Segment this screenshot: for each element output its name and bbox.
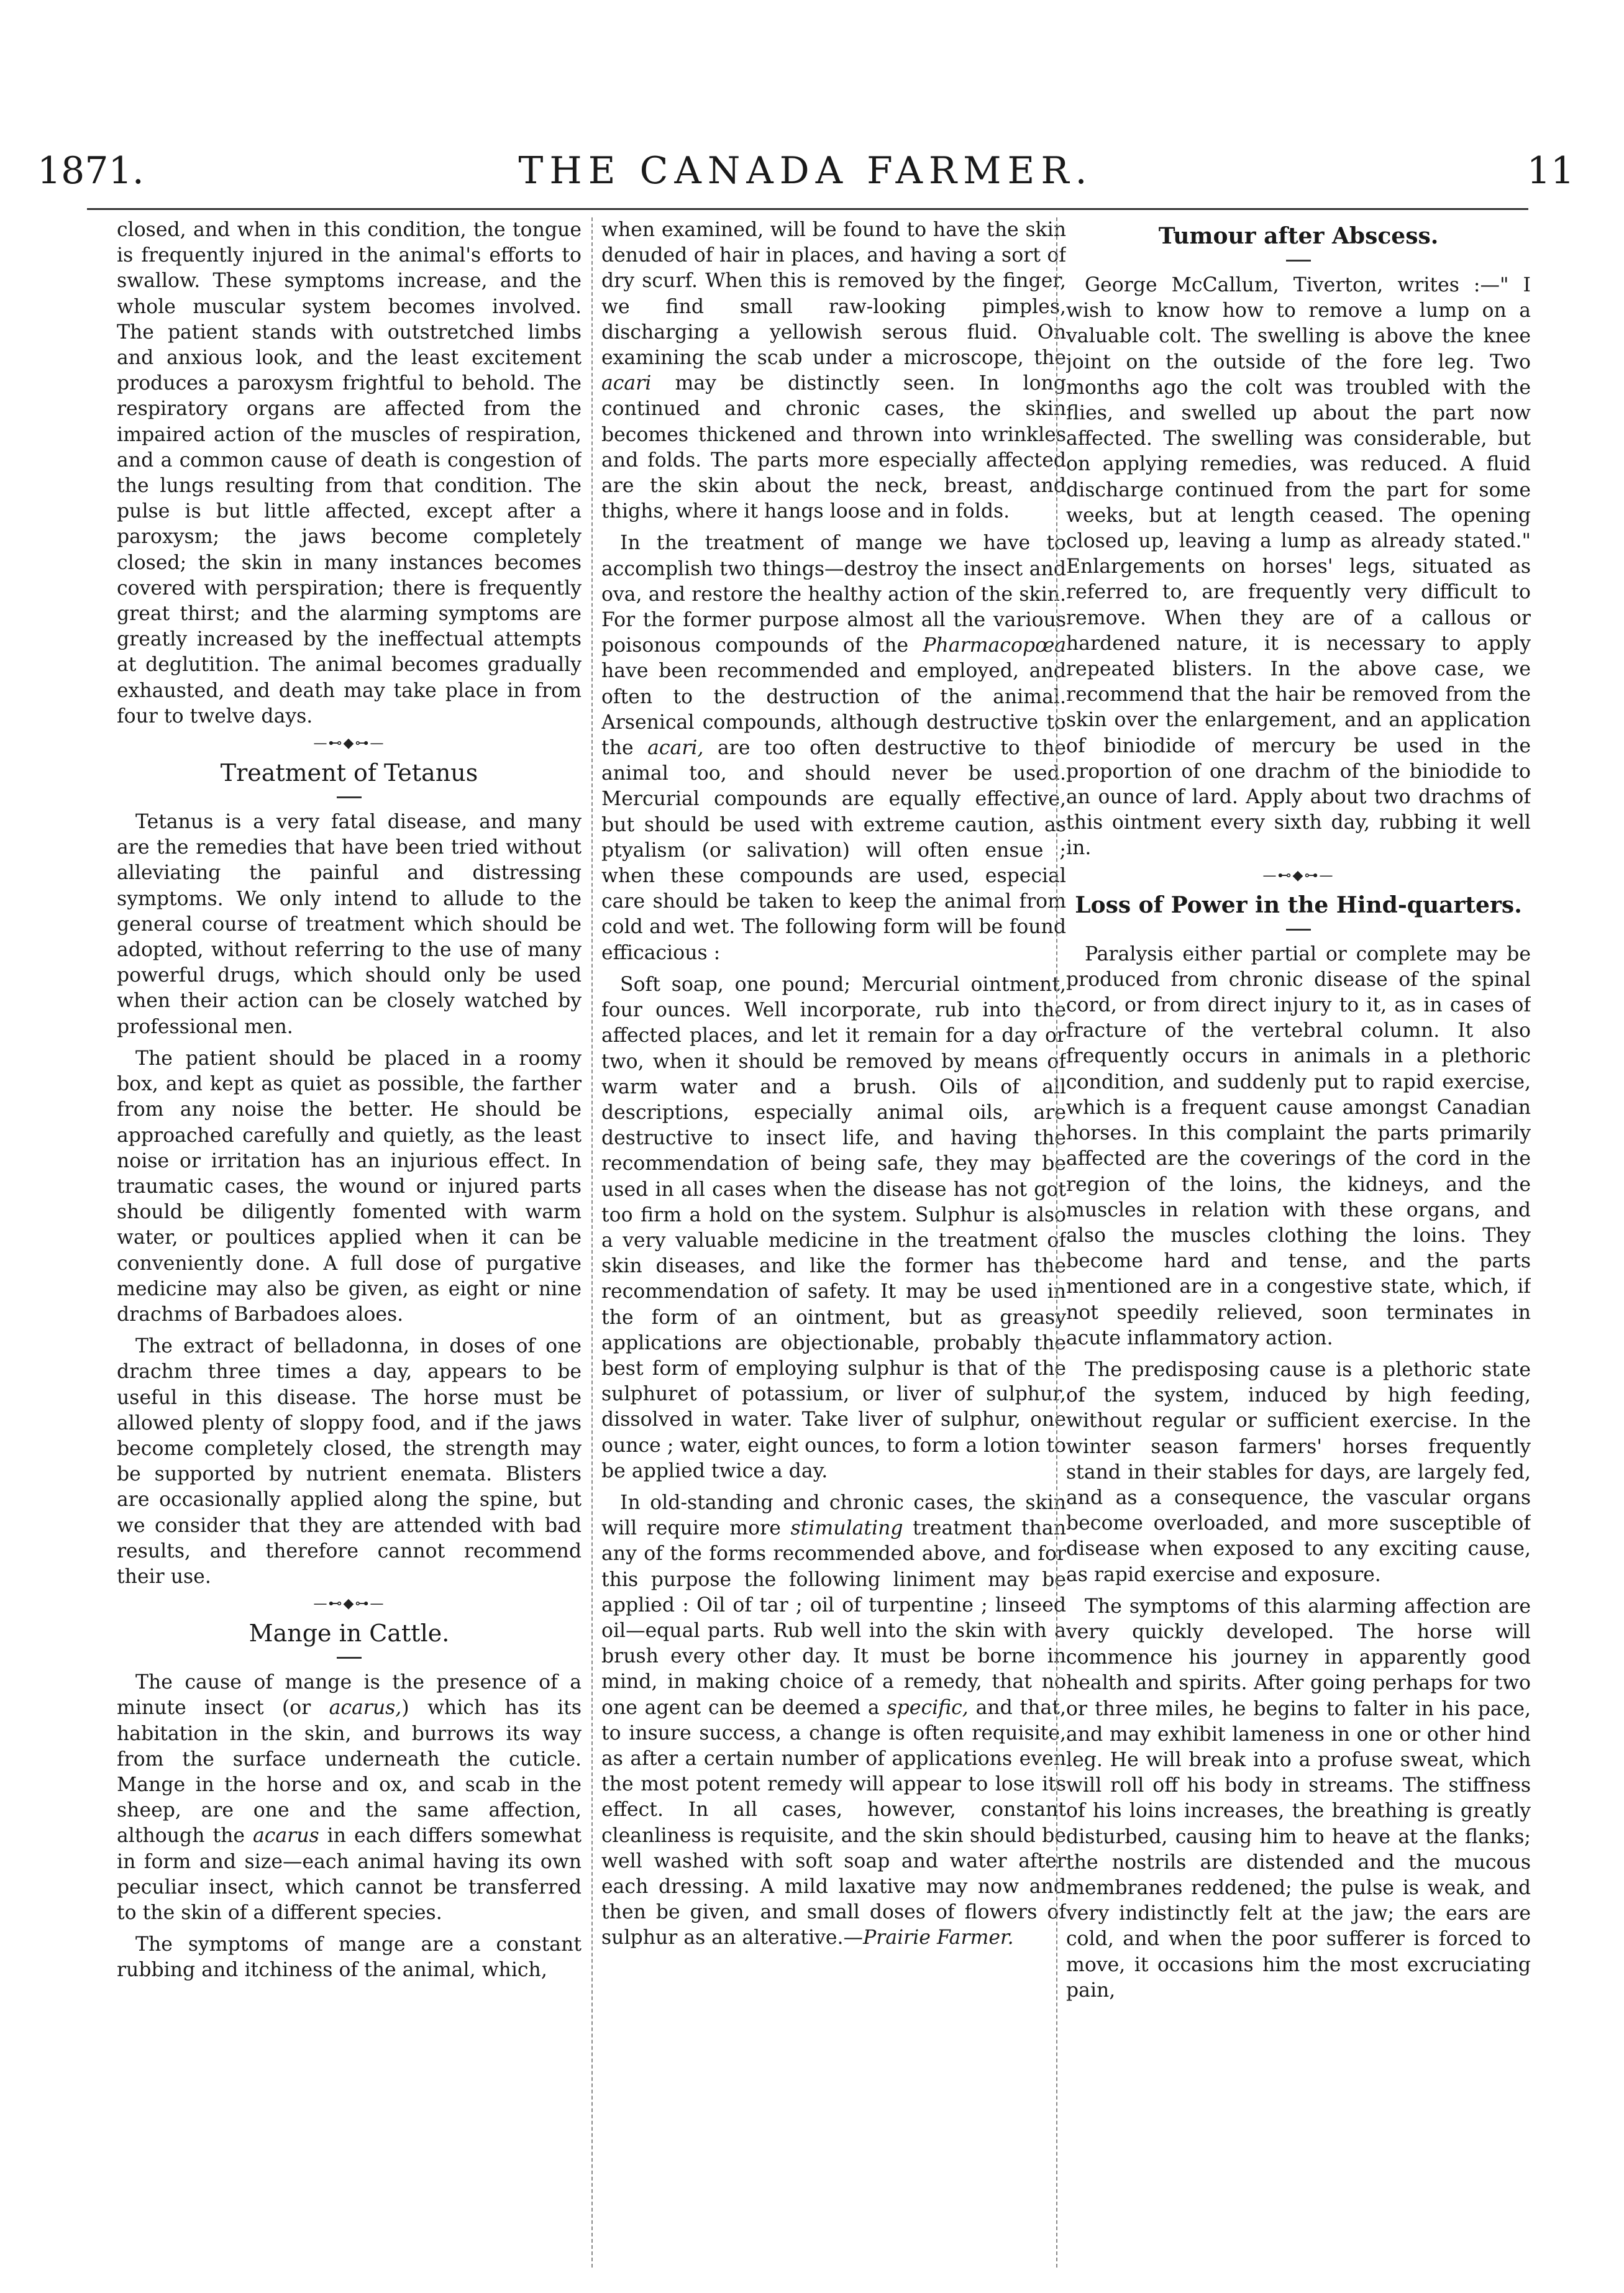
power-paragraph-2: The predisposing cause is a plethoric state of the system, induced by high feeding, without regular or sufficient exercise. In the winter season farmers' horses frequently stand in their stables for days, are largely fed, and as a consequence, the vascular organs become overloaded, and more susceptible of disease when exposed to any exciting cause, as rapid exercise and exposure.	[1066, 1358, 1531, 1586]
tetanus-paragraph-3: The extract of belladonna, in doses of one drachm three times a day, appears to be useful in this disease. The horse must be allowed plenty of sloppy food, and if the jaws become completely closed, the strength may be supported by nutrient enemata. Blisters are occasionally applied along the spine, but we consider that they are attended with bad results, and therefore cannot recommend their use.	[117, 1335, 582, 1588]
heading-rule	[1286, 260, 1311, 262]
header-year: 1871.	[37, 149, 144, 193]
column-1	[117, 217, 582, 2286]
heading-tumour: Tumour after Abscess.	[1158, 223, 1439, 249]
mange-continuation: when examined, will be found to have the skin denuded of hair in places, and having a sort of dry scurf. When this is removed by the finger, we find small raw-looking pimples, discharging a yellowish serous fluid. On examining the scab under a microscope, the acari may be distinctly seen. In long continued and chronic cases, the skin becomes thickened and thrown into wrinkles and folds. The parts more especially affected are the skin about the neck, breast, and thighs, where it hangs loose and in folds.	[601, 219, 1066, 523]
masthead-rule	[87, 208, 1528, 210]
section-ornament: —⊷◆⊶—	[1262, 867, 1334, 883]
power-paragraph-1: Paralysis either partial or complete may be produced from chronic disease of the spinal cord, or from direct injury to it, as in cases of fracture of the vertebral column. It also frequently occurs in animals in a plethoric condition, and suddenly put to rapid exercise, which is a frequent cause amongst Canadian horses. In this complaint the parts primarily affected are the coverings of the cord in the region of the loins, the kidneys, and the muscles in relation with these organs, and also the muscles clothing the loins. They become hard and tense, and the parts mentioned are in a congestive state, which, if not speedily relieved, soon terminates in acute inflammatory action.	[1066, 942, 1531, 1349]
column-divider-2	[1056, 217, 1057, 2268]
mange-paragraph-2: The symptoms of mange are a constant rubbing and itchiness of the animal, which,	[117, 1933, 582, 1982]
tetanus-paragraph-2: The patient should be placed in a roomy box, and kept as quiet as possible, the farther from any noise the better. He should be approached carefully and quietly, as the least noise or irritation has an injurious effect. In traumatic cases, the wound or injured parts should be diligently fomented with warm water, or poultices applied when it can be conveniently done. A full dose of purgative medicine may also be given, as eight or nine drachms of Barbadoes aloes.	[117, 1047, 582, 1326]
article-continuation: closed, and when in this condition, the tongue is frequently injured in the animal's efforts to swallow. These symptoms increase, and the whole muscular system becomes involved. The patient stands with outstretched limbs and anxious look, and the least excitement produces a paroxysm frightful to behold. The respiratory organs are affected from the impaired action of the muscles of respiration, and a common cause of death is congestion of the lungs resulting from that condition. The pulse is but little affected, except after a paroxysm; the jaws become completely closed; the skin in many instances becomes covered with perspiration; there is frequently great thirst; and the alarming symptoms are greatly increased by the ineffectual attempts at deglutition. The animal becomes gradually exhausted, and death may take place in from four to twelve days.	[117, 219, 582, 727]
heading-rule	[337, 1657, 362, 1659]
heading-tetanus: Treatment of Tetanus	[220, 759, 478, 787]
mange-treatment-paragraph: In the treatment of mange we have to accomplish two things—destroy the insect and ova, and restore the healthy action of the skin. For the former purpose almost all the various poisonous compounds of the Pharmacopœa have been recommended and employed, and often to the destruction of the animal. Arsenical compounds, although destructive to the acari, are too often destructive to the animal too, and should never be used. Mercurial compounds are equally effective, but should be used with extreme caution, as ptyalism (or salivation) will often ensue ; when these compounds are used, especial care should be taken to keep the animal from cold and wet. The following form will be found efficacious :	[601, 532, 1066, 964]
heading-loss-of-power: Loss of Power in the Hind-quarters.	[1075, 891, 1522, 918]
tumour-paragraph: George McCallum, Tiverton, writes :—" I wish to know how to remove a lump on a valuable colt. The swelling is above the knee joint on the outside of the fore leg. Two months ago the colt was troubled with the flies, and swelled up about the part now affected. The swelling was considerable, but on applying remedies, was reduced. A fluid discharge continued from the part for some weeks, but at length ceased. The opening closed up, leaving a lump as already stated." Enlargements on horses' legs, situated as referred to, are frequently very difficult to remove. When they are of a callous or hardened nature, it is necessary to apply repeated blisters. In the above case, we recommend that the hair be removed from the skin over the enlargement, and an application of biniodide of mercury be used in the proportion of one drachm of the biniodide to an ounce of lard. Apply about two drachms of this ointment every sixth day, rubbing it well in.	[1066, 274, 1531, 860]
masthead	[37, 143, 1574, 199]
heading-rule	[337, 796, 362, 798]
column-3	[1066, 217, 1531, 2286]
header-page-number: 11	[1526, 149, 1574, 193]
section-ornament: —⊷◆⊶—	[313, 736, 385, 752]
power-paragraph-3: The symptoms of this alarming affection are very quickly developed. The horse will commence his journey in apparently good health and spirits. After going perhaps for two or three miles, he begins to falter in his pace, and may exhibit lameness in one or other hind leg. He will break into a profuse sweat, which will roll off his body in streams. The stiffness of his loins increases, the breathing is greatly disturbed, causing him to heave at the flanks; the nostrils are distended and the mucous membranes reddened; the pulse is weak, and very indistinctly felt at the jaw; the ears are cold, and when the poor sufferer is forced to move, it occasions him the most excruciating pain,	[1066, 1595, 1531, 2002]
mange-recipe-paragraph: Soft soap, one pound; Mercurial ointment, four ounces. Well incorporate, rub into the affected places, and let it remain for a day or two, when it should be removed by means of warm water and a brush. Oils of all descriptions, especially animal oils, are destructive to insect life, and having the recommendation of being safe, they may be used in all cases when the disease has not got too firm a hold on the system. Sulphur is also a very valuable medicine in the treatment of skin diseases, and like the former has the recommendation of safety. It may be used in the form of an ointment, but as greasy applications are objectionable, probably the best form of employing sulphur is that of the sulphuret of potassium, or liver of sulphur, dissolved in water. Take liver of sulphur, one ounce ; water, eight ounces, to form a lotion to be applied twice a day.	[601, 973, 1066, 1482]
mange-chronic-paragraph: In old-standing and chronic cases, the skin will require more stimulating treatment than any of the forms recommended above, and for this purpose the following liniment may be applied : Oil of tar ; oil of turpentine ; linseed oil—equal parts. Rub well into the skin with a brush every other day. It must be borne in mind, in making choice of a remedy, that no one agent can be deemed a specific, and that, to insure success, a change is often requisite, as after a certain number of applications even the most potent remedy will appear to lose its effect. In all cases, however, constant cleanliness is requisite, and the skin should be well washed with soft soap and water after each dressing. A mild laxative may now and then be given, and small doses of flowers of sulphur as an alterative.—Prairie Farmer.	[601, 1491, 1066, 1949]
heading-mange: Mange in Cattle.	[249, 1620, 450, 1648]
header-title: THE CANADA FARMER.	[518, 149, 1093, 193]
column-2	[601, 217, 1066, 2286]
column-divider-1	[591, 217, 593, 2268]
tetanus-paragraph-1: Tetanus is a very fatal disease, and many are the remedies that have been tried without alleviating the painful and distressing symptoms. We only intend to allude to the general course of treatment which should be adopted, without referring to the use of many powerful drugs, which should only be used when their action can be closely watched by professional men.	[117, 811, 582, 1038]
mange-paragraph-1: The cause of mange is the presence of a minute insect (or acarus,) which has its habitation in the skin, and burrows its way from the surface underneath the cuticle. Mange in the horse and ox, and scab in the sheep, are one and the same affection, although the acarus in each differs somewhat in form and size—each animal having its own peculiar insect, which cannot be transferred to the skin of a different species.	[117, 1671, 582, 1924]
section-ornament: —⊷◆⊶—	[313, 1596, 385, 1612]
heading-rule	[1286, 929, 1311, 931]
